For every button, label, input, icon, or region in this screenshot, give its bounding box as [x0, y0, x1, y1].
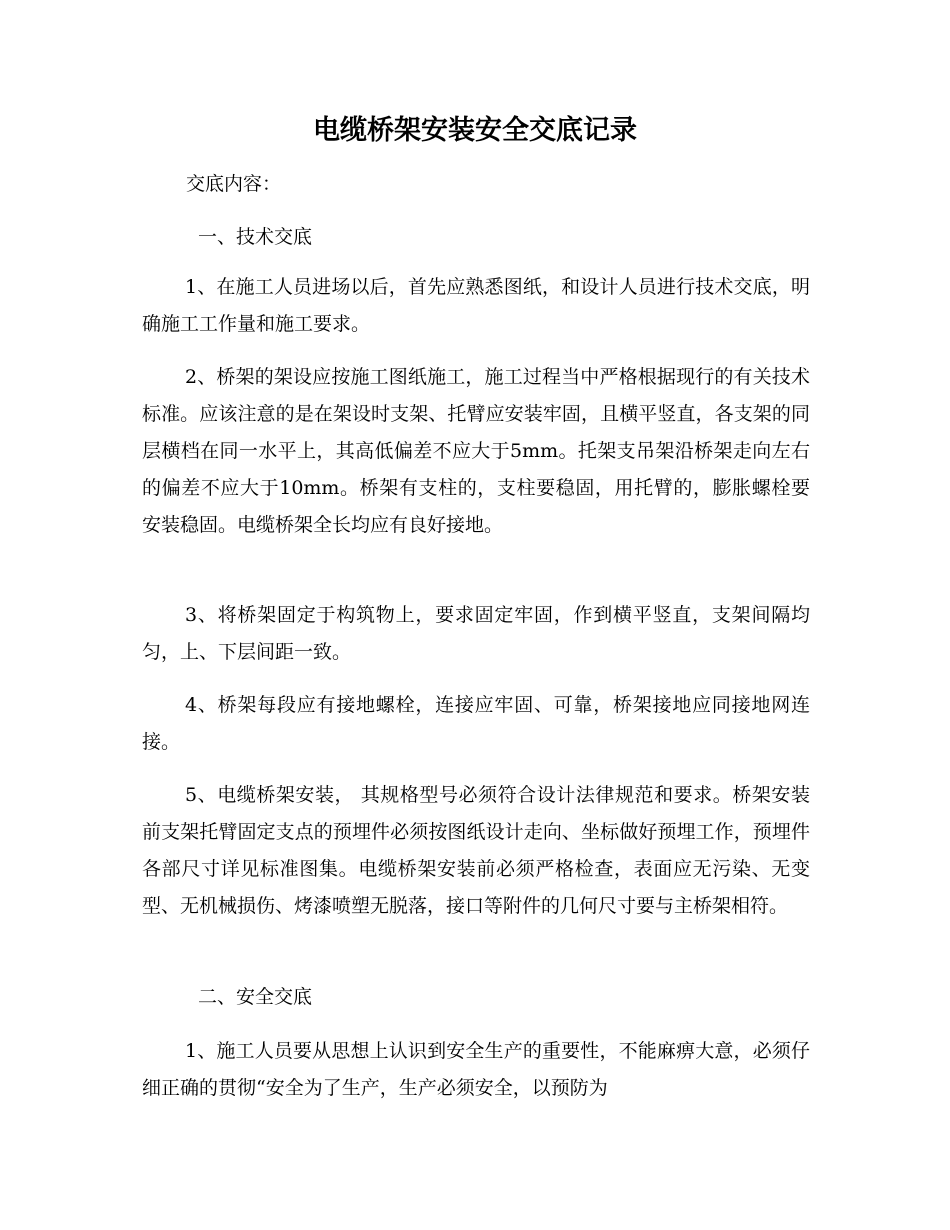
safety-item-1: 1、施工人员要从思想上认识到安全生产的重要性，不能麻痹大意，必须仔细正确的贯彻“安全为了生产，生产必须安全，以预防为 [142, 1040, 810, 1099]
technical-item-3: 3、将桥架固定于构筑物上，要求固定牢固，作到横平竖直，支架间隔均匀，上、下层间距一致。 [142, 604, 810, 663]
section-heading-technical: 一、技术交底 [198, 226, 313, 248]
technical-item-5: 5、电缆桥架安装， 其规格型号必须符合设计法律规范和要求。桥架安装前支架托臂固定支点的预埋件必须按图纸设计走向、坐标做好预埋工作，预埋件各部尺寸详见标准图集。电缆桥架安装前必须严格检查，表面应无污染、无变型、无机械损伤、烤漆喷塑无脱落，接口等附件的几何尺寸要与主桥架相符。 [142, 784, 810, 917]
technical-item-4: 4、桥架每段应有接地螺栓，连接应牢固、可靠，桥架接地应同接地网连接。 [142, 694, 810, 753]
section-heading-safety: 二、安全交底 [198, 986, 313, 1008]
technical-item-1: 1、在施工人员进场以后，首先应熟悉图纸，和设计人员进行技术交底，明确施工工作量和施工要求。 [142, 276, 810, 335]
document-title: 电缆桥架安装安全交底记录 [313, 115, 637, 146]
content-label: 交底内容： [186, 173, 282, 195]
technical-item-2: 2、桥架的架设应按施工图纸施工，施工过程当中严格根据现行的有关技术标准。应该注意的是在架设时支架、托臂应安装牢固，且横平竖直，各支架的同层横档在同一水平上，其高低偏差不应大于5mm。托架支吊架沿桥架走向左右的偏差不应大于10mm。桥架有支柱的，支柱要稳固，用托臂的，膨胀螺栓要安装稳固。电缆桥架全长均应有良好接地。 [142, 366, 810, 536]
